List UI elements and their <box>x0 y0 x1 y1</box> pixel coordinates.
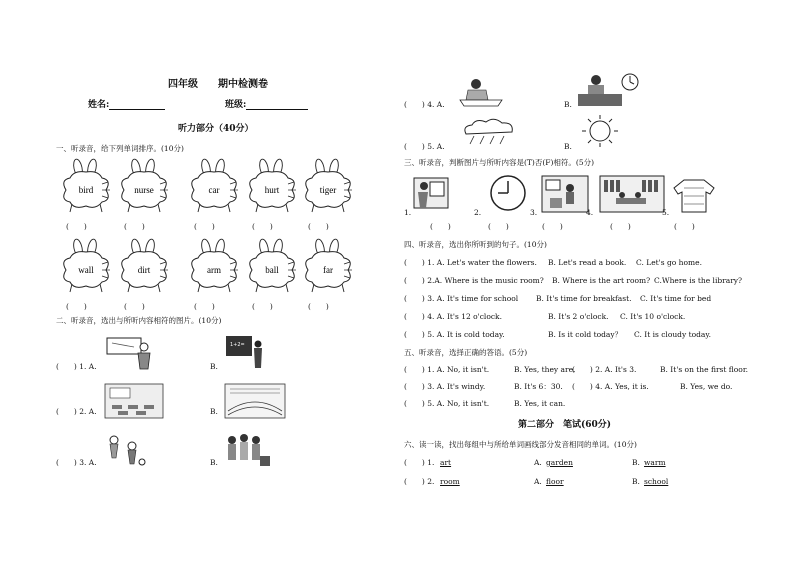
q1-answer-blank[interactable]: ( ) <box>66 222 87 231</box>
q1-answer-blank[interactable]: ( ) <box>194 222 215 231</box>
bunny-card <box>300 240 356 294</box>
q6-item-1-b: B. <box>632 458 640 467</box>
bunny-card <box>300 160 356 214</box>
teacher-chalkboard-picture <box>224 334 270 370</box>
q6-item-1-a: A. <box>534 458 542 467</box>
q1-answer-blank[interactable]: ( ) <box>194 302 215 311</box>
kids-group-picture <box>224 432 272 472</box>
q5-line2-b: B. It's 6：30. <box>514 382 563 391</box>
class-label: 班级: <box>225 100 247 110</box>
name-label: 姓名: <box>88 100 110 110</box>
q3-picture <box>486 174 532 214</box>
q3-instruction: 三、听录音，判断图片与所听内容是(T)否(F)相符。(5分) <box>404 158 595 167</box>
class-blank-line[interactable] <box>246 101 308 110</box>
q4-item-3-a: ( ) 3. A. It's time for school <box>404 294 519 303</box>
q6-item-2-b-word: school <box>644 477 669 486</box>
q4-item-5-b: B. Is it cold today？ <box>548 330 623 339</box>
classroom-picture <box>104 383 164 419</box>
q4-item-4-a: ( ) 4. A. It's 12 o'clock. <box>404 312 502 321</box>
q5-line2-c: ( ) 4. A. Yes, it is. <box>572 382 649 391</box>
q1-answer-blank[interactable]: ( ) <box>308 302 329 311</box>
exam-title: 期中检测卷 <box>218 79 268 90</box>
q6-item-2-num: ( ) 2. <box>404 477 435 486</box>
q1-answer-blank[interactable]: ( ) <box>308 222 329 231</box>
q2-item-4: ( ) 4. A. <box>404 100 445 109</box>
q3-item-label: 4. <box>586 208 594 217</box>
bunny-card <box>116 240 172 294</box>
q6-item-1-a-word: garden <box>546 458 573 467</box>
q4-item-2-c: C.Where is the library? <box>654 276 743 285</box>
q5-line2-d: B. Yes, we do. <box>680 382 733 391</box>
q1-word: far <box>323 265 333 275</box>
q6-item-1-num: ( ) 1. <box>404 458 435 467</box>
q5-line1-c: ( ) 2. A. It's 3. <box>572 365 637 374</box>
bunny-card <box>58 240 114 294</box>
q2-item-5-b: B. <box>564 142 572 151</box>
q1-answer-blank[interactable]: ( ) <box>124 302 145 311</box>
bunny-card <box>244 160 300 214</box>
q1-word: hurt <box>264 185 280 195</box>
q2-item-4-b: B. <box>564 100 572 109</box>
q4-item-2-a: ( ) 2.A. Where is the music room? <box>404 276 544 285</box>
bunny-card <box>186 240 242 294</box>
q4-item-1-b: B. Let's read a book. <box>548 258 627 267</box>
grade-title: 四年级 <box>168 79 198 90</box>
q4-item-4-b: B. It's 2 o'clock. <box>548 312 609 321</box>
q1-word: car <box>208 185 220 195</box>
q1-answer-blank[interactable]: ( ) <box>124 222 145 231</box>
class-field[interactable] <box>225 100 308 110</box>
q5-line3-b: B. Yes, it can. <box>514 399 566 408</box>
q3-picture <box>598 174 668 214</box>
q2-item-2: ( ) 2. A. <box>56 407 97 416</box>
writing-heading: 第二部分 笔试(60分) <box>518 420 612 430</box>
q1-word: bird <box>78 185 94 195</box>
q6-item-2-b: B. <box>632 477 640 486</box>
q1-answer-blank[interactable]: ( ) <box>252 302 273 311</box>
q1-word: ball <box>265 265 279 275</box>
q2-item-3-b: B. <box>210 458 218 467</box>
boy-writing-picture <box>458 76 504 108</box>
teacher-at-board-picture <box>104 335 154 369</box>
q6-item-1-b-word: warm <box>644 458 666 467</box>
bunny-card <box>58 160 114 214</box>
q3-answer-blank[interactable]: ( ) <box>488 222 509 231</box>
q2-item-2-b: B. <box>210 407 218 416</box>
q1-answer-blank[interactable]: ( ) <box>66 302 87 311</box>
q5-line1-d: B. It's on the first floor. <box>660 365 748 374</box>
q4-instruction: 四、听录音，选出你所听到的句子。(10分) <box>404 240 547 249</box>
q3-answer-blank[interactable]: ( ) <box>430 222 451 231</box>
q1-word: nurse <box>134 185 154 195</box>
q1-word: arm <box>207 265 221 275</box>
bunny-card <box>186 160 242 214</box>
q6-item-2-a: A. <box>534 477 542 486</box>
sun-picture <box>574 114 626 148</box>
name-field[interactable] <box>88 100 165 110</box>
q6-item-1-given: art <box>440 458 452 467</box>
q1-word: dirt <box>137 265 151 275</box>
svg-text:1+2=: 1+2= <box>230 342 245 348</box>
q4-item-3-b: B. It's time for breakfast. <box>536 294 632 303</box>
q1-instruction: 一、听录音，给下列单词排序。(10分) <box>56 144 184 153</box>
q2-item-1-b: B. <box>210 362 218 371</box>
q3-picture <box>412 174 452 214</box>
q2-item-1: ( ) 1. A. <box>56 362 97 371</box>
q3-item-label: 3. <box>530 208 538 217</box>
q4-item-5-a: ( ) 5. A. It is cold today. <box>404 330 505 339</box>
q6-item-2-a-word: floor <box>546 477 564 486</box>
q4-item-2-b: B. Where is the art room? <box>552 276 651 285</box>
q5-line3-a: ( ) 5. A. No, it isn't. <box>404 399 490 408</box>
playground-picture <box>224 383 286 419</box>
q6-item-2-given: room <box>440 477 460 486</box>
q1-word: tiger <box>319 185 337 195</box>
q6-instruction: 六、读一读，找出每组中与所给单词画线部分发音相同的单词。(10分) <box>404 440 637 449</box>
q5-line1-a: ( ) 1. A. No, it isn't. <box>404 365 490 374</box>
q3-answer-blank[interactable]: ( ) <box>674 222 695 231</box>
bunny-card <box>116 160 172 214</box>
q4-item-3-c: C. It's time for bed <box>640 294 712 303</box>
q3-picture <box>674 174 716 214</box>
q1-answer-blank[interactable]: ( ) <box>252 222 273 231</box>
listening-heading: 听力部分（40分） <box>178 124 254 134</box>
q4-item-4-c: C. It's 10 o'clock. <box>620 312 686 321</box>
q5-line2-a: ( ) 3. A. It's windy. <box>404 382 486 391</box>
q1-word: wall <box>78 265 94 275</box>
name-blank-line[interactable] <box>109 101 165 110</box>
rainy-cloud-picture <box>458 116 522 146</box>
q3-answer-blank[interactable]: ( ) <box>610 222 631 231</box>
kids-playing-picture <box>104 432 148 472</box>
q3-answer-blank[interactable]: ( ) <box>542 222 563 231</box>
bunny-card <box>244 240 300 294</box>
q3-item-label: 1. <box>404 208 412 217</box>
q2-item-5: ( ) 5. A. <box>404 142 445 151</box>
q4-item-5-c: C. It is cloudy today. <box>634 330 712 339</box>
man-at-desk-clock-picture <box>574 72 640 108</box>
q4-item-1-c: C. Let's go home. <box>636 258 702 267</box>
q3-item-label: 5. <box>662 208 670 217</box>
q2-instruction: 二、听录音，选出与所听内容相符的图片。(10分) <box>56 316 222 325</box>
q2-item-3: ( ) 3. A. <box>56 458 97 467</box>
q3-picture <box>540 174 592 214</box>
q5-line1-b: B. Yes, they are. <box>514 365 576 374</box>
q4-item-1-a: ( ) 1. A. Let's water the flowers. <box>404 258 537 267</box>
q3-item-label: 2. <box>474 208 482 217</box>
q5-instruction: 五、听录音，选择正确的答语。(5分) <box>404 348 528 357</box>
